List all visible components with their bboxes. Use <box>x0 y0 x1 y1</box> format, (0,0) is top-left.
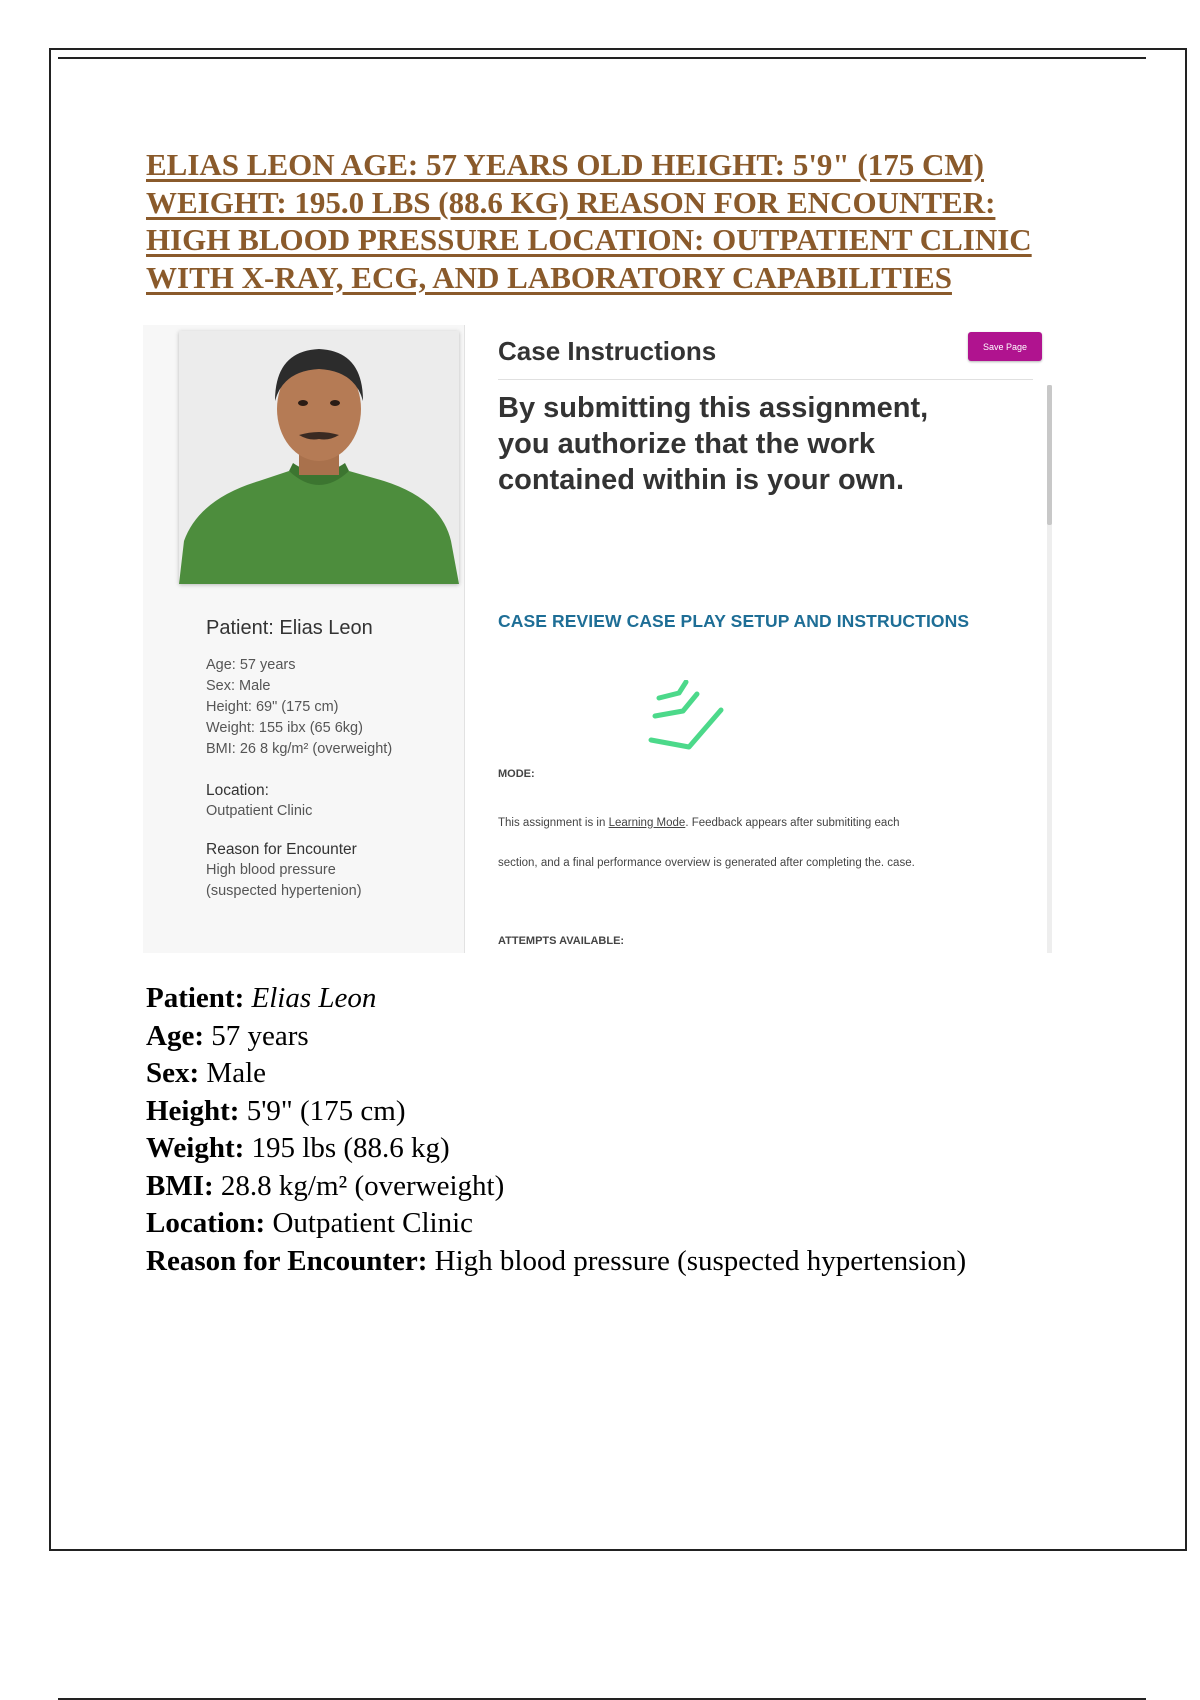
location-value: Outpatient Clinic <box>206 803 313 819</box>
summary-label: Patient: <box>146 982 245 1014</box>
summary-label: Age: <box>146 1019 204 1052</box>
case-review-heading: CASE REVIEW CASE PLAY SETUP AND INSTRUCTIONS <box>498 611 970 631</box>
summary-value: 5'9" (175 cm) <box>246 1094 406 1127</box>
summary-row-reason <box>146 1243 966 1281</box>
case-instructions-panel <box>465 325 1076 953</box>
summary-row-patient <box>146 980 966 1018</box>
summary-value: High blood pressure (suspected hypertension) <box>434 1244 967 1277</box>
summary-label: BMI: <box>146 1169 214 1202</box>
summary-row-sex <box>146 1055 966 1093</box>
title-divider <box>498 379 1033 380</box>
patient-age: Age: 57 years <box>206 657 296 673</box>
patient-photo-illustration <box>179 331 459 584</box>
case-instructions-title: Case Instructions <box>498 336 717 366</box>
summary-label: Height: <box>146 1094 240 1127</box>
summary-value: 195 lbs (88.6 kg) <box>251 1132 450 1164</box>
summary-row-bmi <box>146 1168 966 1206</box>
document-heading <box>146 146 1106 296</box>
reason-line: (suspected hypertenion) <box>206 883 362 899</box>
patient-bmi: BMI: 26 8 kg/m² (overweight) <box>206 741 393 757</box>
authorization-statement: By submitting this assignment, you authorize that the work contained within is your own. <box>498 392 929 496</box>
mode-text-prefix: This assignment is in <box>498 817 609 829</box>
summary-value: Elias Leon <box>251 982 377 1014</box>
attempts-label: ATTEMPTS AVAILABLE: <box>498 935 625 947</box>
patient-card <box>143 325 465 953</box>
summary-row-age <box>146 1018 966 1056</box>
learning-mode-link[interactable]: Learning Mode <box>608 817 686 829</box>
mode-text-suffix: . Feedback appears after submititing each <box>685 817 900 829</box>
patient-sex: Sex: Male <box>206 678 271 694</box>
loading-chevrons-icon <box>645 680 735 770</box>
heading-line: WITH X-RAY, ECG, AND LABORATORY CAPABILITIES <box>146 259 952 295</box>
mode-description <box>498 817 899 829</box>
heading-line: ELIAS LEON AGE: 57 YEARS OLD HEIGHT: 5'9" (175 CM) <box>146 147 984 182</box>
summary-value: 28.8 kg/m² (overweight) <box>220 1169 505 1202</box>
location-label: Location: <box>206 782 269 799</box>
reason-line: High blood pressure <box>206 862 336 878</box>
scrollbar[interactable] <box>1047 385 1052 953</box>
summary-row-weight <box>146 1130 966 1168</box>
reason-label: Reason for Encounter <box>206 841 357 858</box>
summary-value: 57 years <box>211 1019 309 1052</box>
summary-value: Male <box>206 1057 267 1089</box>
summary-row-height <box>146 1093 966 1131</box>
patient-name: Patient: Elias Leon <box>206 617 373 639</box>
patient-photo <box>179 331 459 584</box>
summary-label: Weight: <box>146 1132 245 1164</box>
patient-height: Height: 69" (175 cm) <box>206 699 339 715</box>
scrollbar-thumb[interactable] <box>1047 385 1052 525</box>
top-divider <box>58 57 1146 59</box>
case-screenshot <box>143 325 1076 953</box>
summary-row-location <box>146 1205 966 1243</box>
summary-value: Outpatient Clinic <box>272 1207 474 1239</box>
heading-line: HIGH BLOOD PRESSURE LOCATION: OUTPATIENT CLINIC <box>146 222 1032 257</box>
mode-label: MODE: <box>498 768 535 780</box>
patient-weight: Weight: 155 ibx (65 6kg) <box>206 720 363 736</box>
heading-line: WEIGHT: 195.0 LBS (88.6 KG) REASON FOR ENCOUNTER: <box>146 184 996 220</box>
summary-label: Sex: <box>146 1057 200 1089</box>
summary-label: Reason for Encounter: <box>146 1244 428 1277</box>
patient-summary <box>146 980 966 1280</box>
save-page-button[interactable]: Save Page <box>968 332 1042 361</box>
summary-label: Location: <box>146 1207 266 1239</box>
mode-description-line2: section, and a final performance overview is generated after completing the. case. <box>498 857 915 869</box>
